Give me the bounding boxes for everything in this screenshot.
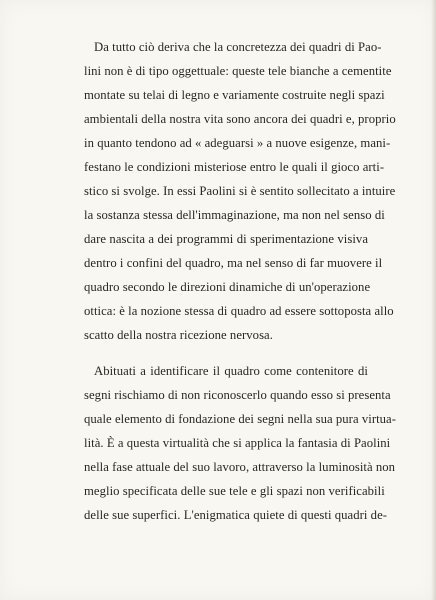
text-line: festano le condizioni misteriose entro le quali il gioco arti- [84,160,385,174]
text-line: ottica: è la nozione stessa di quadro ad essere sottoposta allo [84,304,394,318]
text-line: Da tutto ciò deriva che la concretezza dei quadri di Pao- [94,40,382,54]
text-line: Abituati a identificare il quadro come contenitore di [94,364,368,378]
text-line: meglio specificata delle sue tele e gli spazi non verificabili [84,484,385,498]
text-line: segni rischiamo di non riconoscerlo quando esso si presenta [84,388,391,402]
text-line: scatto della nostra ricezione nervosa. [84,328,273,342]
text-line: la sostanza stessa dell'immaginazione, ma non nel senso di [84,208,385,222]
text-line: nella fase attuale del suo lavoro, attraverso la luminosità non [84,460,396,474]
text-line: lità. È a questa virtualità che si applica la fantasia di Paolini [84,436,391,450]
page-spine-shadow [431,0,436,600]
text-line: quale elemento di fondazione dei segni nella sua pura virtua- [84,412,397,426]
paragraph-1 [84,35,396,347]
body-text [84,35,397,527]
text-line: ambientali della nostra vita sono ancora dei quadri e, proprio [84,112,396,126]
text-line: dentro i confini del quadro, ma nel senso di far muovere il [84,256,383,270]
text-line: montate su telai di legno e variamente costruite negli spazi [84,88,385,102]
text-line: dare nascita a dei programmi di sperimentazione visiva [84,232,368,246]
text-line: delle sue superfici. L'enigmatica quiete di questi quadri de- [84,508,388,522]
text-line: in quanto tendono ad « adeguarsi » a nuove esigenze, mani- [84,136,391,150]
paragraph-2 [84,359,397,527]
text-line: lini non è di tipo oggettuale: queste tele bianche a cementite [84,64,392,78]
text-line: stico si svolge. In essi Paolini si è sentito sollecitato a intuire [84,184,396,198]
paragraph-gap [84,347,368,359]
text-line: quadro secondo le direzioni dinamiche di un'operazione [84,280,371,294]
